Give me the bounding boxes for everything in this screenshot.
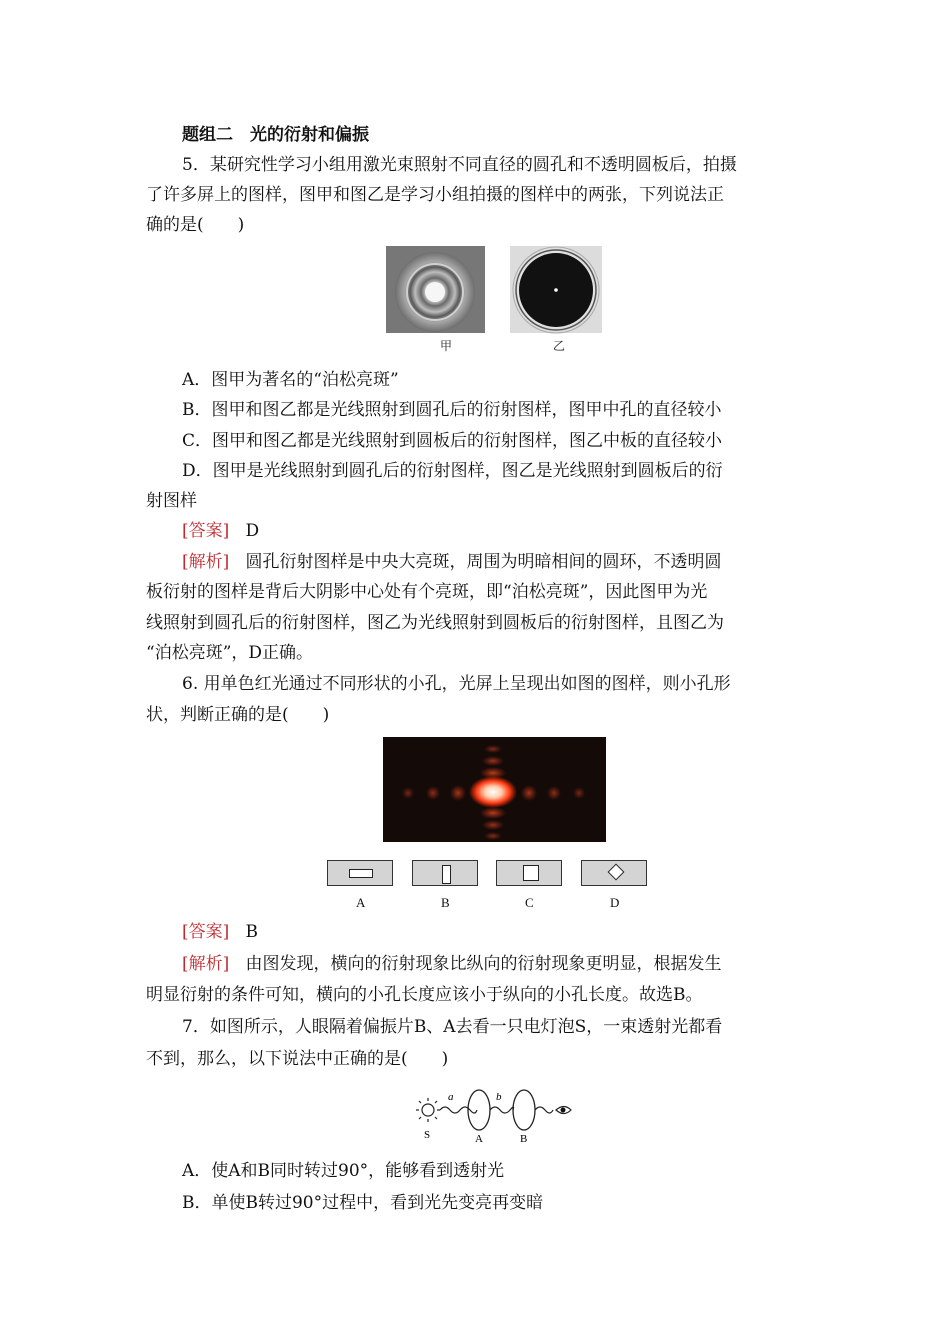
q5-option-d-cont: 射图样 (146, 491, 197, 511)
answer-value: D (245, 521, 260, 541)
option-b-aperture (412, 860, 478, 886)
q5-stem-line: 5．某研究性学习小组用激光束照射不同直径的圆孔和不透明圆板后，拍摄 (182, 155, 737, 175)
q6-answer (182, 922, 806, 942)
ray-label-b: b (496, 1091, 502, 1103)
q6-stem-line: 状，判断正确的是( ) (146, 705, 330, 725)
analysis-text: 圆孔衍射图样是中央大亮斑，周围为明暗相间的圆环，不透明圆 (245, 552, 722, 572)
q7-polarizer-diagram (412, 1086, 582, 1146)
q5-analysis-line: 板衍射的图样是背后大阴影中心处有个亮斑，即“泊松亮斑”，因此图甲为光 (146, 582, 708, 602)
analysis-tag: [解析] (182, 954, 230, 974)
q5-option-c: C．图甲和图乙都是光线照射到圆板后的衍射图样，图乙中板的直径较小 (182, 431, 723, 451)
q5-analysis-line: “泊松亮斑”，D正确。 (146, 643, 314, 663)
analysis-tag: [解析] (182, 552, 230, 572)
q6-stem-line: 6. 用单色红光通过不同形状的小孔，光屏上呈现出如图的图样，则小孔形 (182, 674, 731, 694)
q7-option-b: B．单使B转过90°过程中，看到光先变亮再变暗 (182, 1193, 544, 1213)
lamp-icon (416, 1098, 440, 1122)
q5-analysis (182, 552, 806, 572)
section-title: 题组二 光的衍射和偏振 (182, 125, 369, 145)
figure-label-jia: 甲 (440, 339, 453, 353)
analysis-text: 由图发现，横向的衍射现象比纵向的衍射现象更明显，根据发生 (245, 954, 722, 974)
answer-tag: [答案] (182, 521, 230, 541)
option-c-aperture (496, 860, 562, 886)
option-a-aperture (327, 860, 393, 886)
q5-stem-line: 确的是( ) (146, 215, 245, 235)
option-d-aperture (581, 860, 647, 886)
polarizer-a-label: A (475, 1133, 483, 1145)
q5-stem-line: 了许多屏上的图样，图甲和图乙是学习小组拍摄的图样中的两张，下列说法正 (146, 185, 724, 205)
q5-answer (182, 521, 806, 541)
q6-analysis-line: 明显衍射的条件可知，横向的小孔长度应该小于纵向的小孔长度。故选B。 (146, 985, 703, 1005)
q5-analysis-line: 线照射到圆孔后的衍射图样，图乙为光线照射到圆板后的衍射图样，且图乙为 (146, 613, 724, 633)
q7-option-a: A．使A和B同时转过90°，能够看到透射光 (182, 1161, 505, 1181)
figure-label-yi: 乙 (553, 339, 566, 353)
ray-label-a: a (448, 1091, 454, 1103)
option-label-a: A (356, 895, 366, 910)
q5-option-a: A．图甲为著名的“泊松亮斑” (182, 370, 399, 390)
lamp-label: S (424, 1129, 431, 1141)
eye-icon (556, 1107, 571, 1114)
option-label-b: B (441, 895, 450, 910)
answer-tag: [答案] (182, 922, 230, 942)
q7-stem-line: 不到，那么，以下说法中正确的是( ) (146, 1049, 449, 1069)
polarizer-b-label: B (520, 1133, 528, 1145)
q5-option-b: B．图甲和图乙都是光线照射到圆孔后的衍射图样，图甲中孔的直径较小 (182, 400, 722, 420)
option-label-c: C (525, 895, 534, 910)
q6-red-diffraction-pattern (383, 737, 606, 842)
polarizer-a (468, 1090, 490, 1130)
option-label-d: D (610, 895, 620, 910)
answer-value: B (245, 922, 258, 942)
q6-analysis (182, 954, 806, 974)
q5-option-d: D．图甲是光线照射到圆孔后的衍射图样，图乙是光线照射到圆板后的衍 (182, 461, 723, 481)
polarizer-b (513, 1090, 535, 1130)
q7-stem-line: 7．如图所示，人眼隔着偏振片B、A去看一只电灯泡S，一束透射光都看 (182, 1017, 723, 1037)
q5-diffraction-figures (386, 246, 606, 354)
